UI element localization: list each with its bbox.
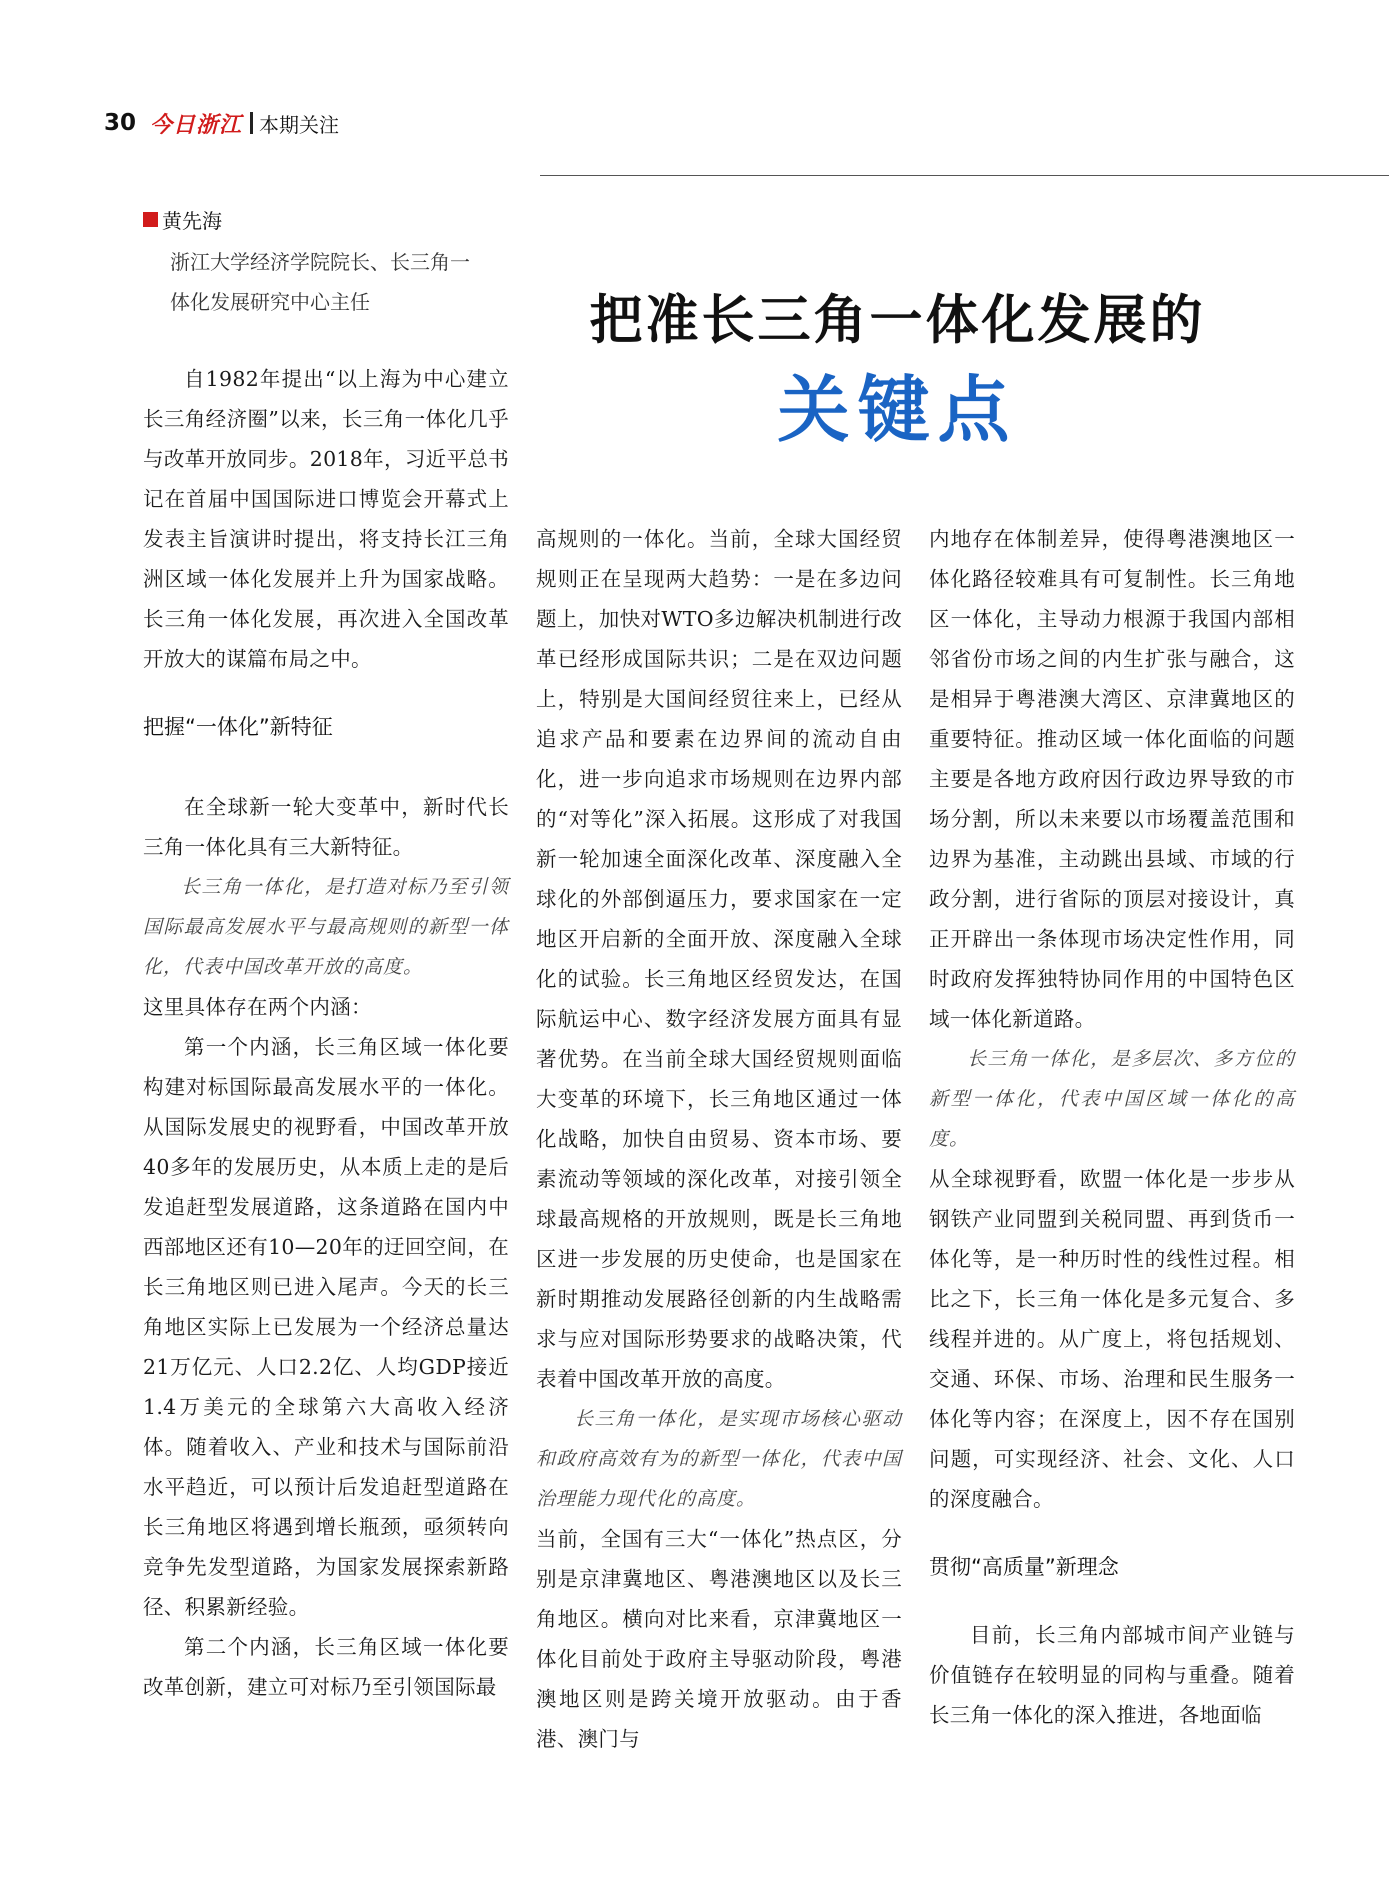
author-name: 黄先海 <box>162 209 222 233</box>
paragraph: 这里具体存在两个内涵： <box>143 995 372 1019</box>
header-divider <box>250 112 253 134</box>
paragraph: 当前，全国有三大“一体化”热点区，分别是京津冀地区、粤港澳地区以及长三角地区。横向对比来看，京津冀地区一体化目前处于政府主导驱动阶段，粤港澳地区则是跨关境开放驱动。由于香港、澳门与 <box>536 1527 902 1751</box>
paragraph: 自1982年提出“以上海为中心建立长三角经济圈”以来，长三角一体化几乎与改革开放同步。2018年，习近平总书记在首届中国国际进口博览会开幕式上发表主旨演讲时提出，将支持长江三角洲区域一体化发展并上升为国家战略。长三角一体化发展，再次进入全国改革开放大的谋篇布局之中。 <box>143 367 509 671</box>
emphasis-paragraph: 长三角一体化，是多层次、多方位的新型一体化，代表中国区域一体化的高度。 <box>929 1048 1295 1150</box>
paragraph: 从全球视野看，欧盟一体化是一步步从钢铁产业同盟到关税同盟、再到货币一体化等，是一种历时性的线性过程。相比之下，长三角一体化是多元复合、多线程并进的。从广度上，将包括规划、交通、环保、市场、治理和民生服务一体化等内容；在深度上，因不存在国别问题，可实现经济、社会、文化、人口的深度融合。 <box>929 1167 1295 1511</box>
article-title-line2: 关键点 <box>777 368 1018 452</box>
red-square-icon <box>143 212 158 227</box>
paragraph: 在全球新一轮大变革中，新时代长三角一体化具有三大新特征。 <box>143 795 509 859</box>
paragraph: 第一个内涵，长三角区域一体化要构建对标国际最高发展水平的一体化。从国际发展史的视野看，中国改革开放40多年的发展历史，从本质上走的是后发追赶型发展道路，这条道路在国内中西部地区还有10—20年的迂回空间，在长三角地区则已进入尾声。今天的长三角地区实际上已发展为一个经济总量达21万亿元、人口2.2亿、人均GDP接近1.4万美元的全球第六大高收入经济体。随着收入、产业和技术与国际前沿水平趋近，可以预计后发追赶型道路在长三角地区将遇到增长瓶颈，亟须转向竞争先发型道路，为国家发展探索新路径、积累新经验。 <box>143 1035 509 1619</box>
section-heading: 把握“一体化”新特征 <box>143 715 333 739</box>
author-title-line: 体化发展研究中心主任 <box>170 290 370 314</box>
page-number: 30 <box>104 110 137 136</box>
column-2 <box>536 519 902 1759</box>
author-title-line: 浙江大学经济学院院长、长三角一 <box>170 250 470 274</box>
author-block <box>143 205 222 234</box>
article-title-line1: 把准长三角一体化发展的 <box>589 290 1206 351</box>
emphasis-paragraph: 长三角一体化，是打造对标乃至引领国际最高发展水平与最高规则的新型一体化，代表中国改革开放的高度。 <box>143 876 509 978</box>
magazine-logo: 今日浙江 <box>150 111 243 138</box>
paragraph: 目前，长三角内部城市间产业链与价值链存在较明显的同构与重叠。随着长三角一体化的深入推进，各地面临 <box>929 1623 1295 1727</box>
column-1 <box>143 359 509 1707</box>
paragraph: 第二个内涵，长三角区域一体化要改革创新，建立可对标乃至引领国际最 <box>143 1635 509 1699</box>
header-rule <box>540 175 1389 176</box>
paragraph: 高规则的一体化。当前，全球大国经贸规则正在呈现两大趋势：一是在多边问题上，加快对WTO多边解决机制进行改革已经形成国际共识；二是在双边问题上，特别是大国间经贸往来上，已经从追求产品和要素在边界间的流动自由化，进一步向追求市场规则在边界内部的“对等化”深入拓展。这形成了对我国新一轮加速全面深化改革、深度融入全球化的外部倒逼压力，要求国家在一定地区开启新的全面开放、深度融入全球化的试验。长三角地区经贸发达，在国际航运中心、数字经济发展方面具有显著优势。在当前全球大国经贸规则面临大变革的环境下，长三角地区通过一体化战略，加快自由贸易、资本市场、要素流动等领域的深化改革，对接引领全球最高规格的开放规则，既是长三角地区进一步发展的历史使命，也是国家在新时期推动发展路径创新的内生战略需求与应对国际形势要求的战略决策，代表着中国改革开放的高度。 <box>536 527 902 1391</box>
author-title <box>170 242 500 322</box>
emphasis-paragraph: 长三角一体化，是实现市场核心驱动和政府高效有为的新型一体化，代表中国治理能力现代化的高度。 <box>536 1408 902 1510</box>
section-heading: 贯彻“高质量”新理念 <box>929 1555 1119 1579</box>
paragraph: 内地存在体制差异，使得粤港澳地区一体化路径较难具有可复制性。长三角地区一体化，主导动力根源于我国内部相邻省份市场之间的内生扩张与融合，这是相异于粤港澳大湾区、京津冀地区的重要特征。推动区域一体化面临的问题主要是各地方政府因行政边界导致的市场分割，所以未来要以市场覆盖范围和边界为基准，主动跳出县域、市域的行政分割，进行省际的顶层对接设计，真正开辟出一条体现市场决定性作用，同时政府发挥独特协同作用的中国特色区域一体化新道路。 <box>929 527 1295 1031</box>
column-3 <box>929 519 1295 1735</box>
section-label: 本期关注 <box>259 112 340 137</box>
page-header <box>104 106 339 140</box>
